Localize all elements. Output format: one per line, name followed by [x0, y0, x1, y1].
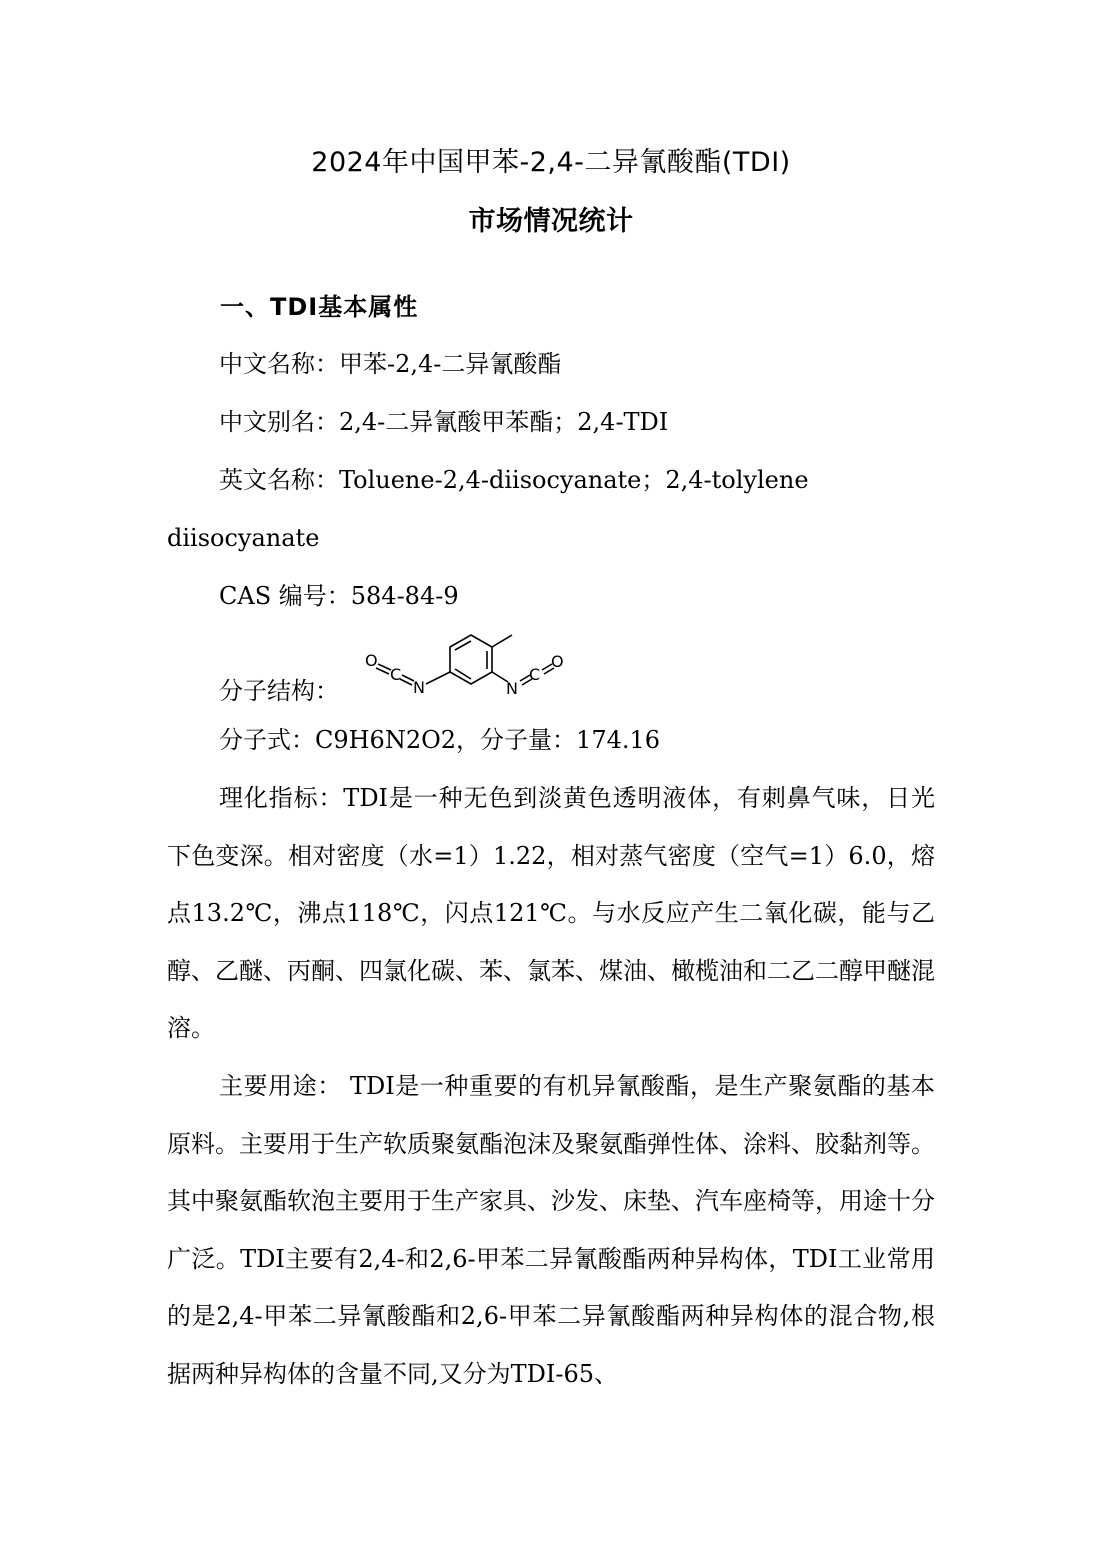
atom-n-left: N — [413, 678, 425, 697]
document-title-line-1: 2024年中国甲苯-2,4-二异氰酸酯(TDI) — [311, 147, 791, 178]
physicochemical-properties: 理化指标：TDI是一种无色到淡黄色透明液体，有刺鼻气味，日光下色变深。相对密度（水=1）1.22，相对蒸气密度（空气=1）6.0，熔点13.2℃，沸点118℃，闪点121℃。与水反应产生二氧化碳，能与乙醇、乙醚、丙酮、四氯化碳、苯、氯苯、煤油、橄榄油和二乙二醇甲醚混溶。 — [167, 784, 935, 1042]
document-title-line-2: 市场情况统计 — [468, 206, 634, 237]
atom-c-right: C — [529, 665, 541, 684]
molecular-structure-diagram — [360, 624, 580, 704]
left-ring-bond — [426, 672, 450, 684]
atom-o-left: O — [365, 651, 378, 670]
section-heading-basic-properties: 一、TDI基本属性 — [220, 293, 419, 321]
english-name: 英文名称：Toluene-2,4-diisocyanate；2,4-tolylene — [219, 466, 809, 494]
cas-number: CAS 编号：584-84-9 — [219, 582, 459, 610]
english-name-continuation: diisocyanate — [167, 524, 320, 552]
main-uses: 主要用途： TDI是一种重要的有机异氰酸酯，是生产聚氨酯的基本原料。主要用于生产软质聚氨酯泡沫及聚氨酯弹性体、涂料、胶黏剂等。其中聚氨酯软泡主要用于生产家具、沙发、床垫、汽车座椅等，用途十分广泛。TDI主要有2,4-和2,6-甲苯二异氰酸酯两种异构体，TDI工业常用的是2,4-甲苯二异氰酸酯和2,6-甲苯二异氰酸酯两种异构体的混合物,根据两种异构体的含量不同,又分为TDI-65、 — [167, 1072, 935, 1388]
chinese-name: 中文名称：甲苯-2,4-二异氰酸酯 — [219, 350, 562, 378]
benzene-ring — [376, 635, 554, 685]
atom-n-right: N — [506, 679, 518, 698]
structure-label: 分子结构： — [219, 677, 339, 705]
methyl-bond — [492, 635, 512, 647]
atom-c-left: C — [390, 665, 402, 684]
atom-o-right: O — [551, 652, 564, 671]
molecular-formula: 分子式：C9H6N2O2，分子量：174.16 — [219, 726, 661, 754]
chinese-alias: 中文别名：2,4-二异氰酸甲苯酯；2,4-TDI — [219, 408, 669, 436]
